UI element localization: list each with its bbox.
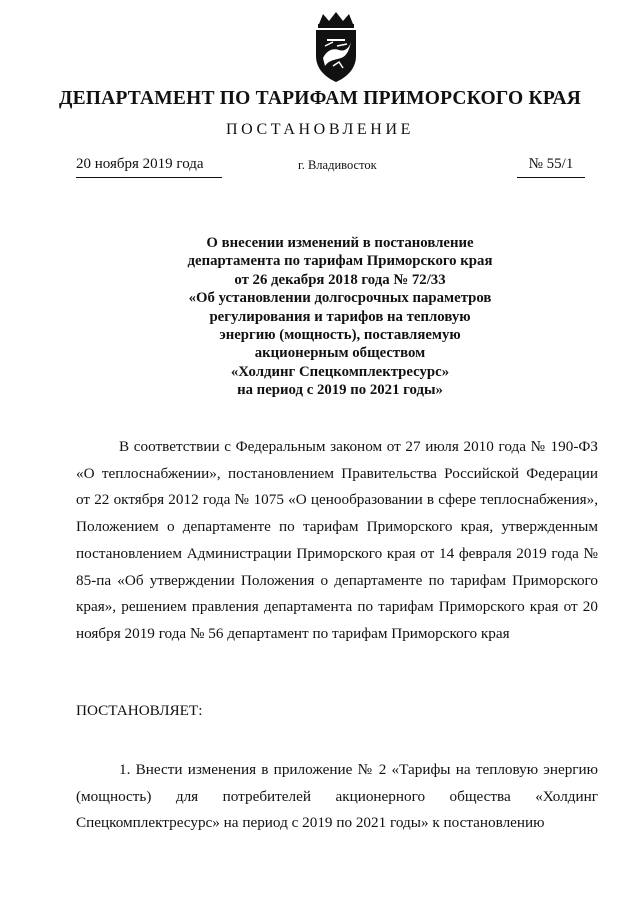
decree-date: 20 ноября 2019 года <box>76 156 222 178</box>
preamble-section <box>76 434 598 648</box>
item-section <box>76 757 598 837</box>
title-line: акционерным обществом <box>254 345 426 362</box>
decree-city: г. Владивосток <box>298 158 377 172</box>
title-line: «Холдинг Спецкомплектресурс» <box>230 363 450 380</box>
document-type: ПОСТАНОВЛЕНИЕ <box>226 121 414 138</box>
title-line: О внесении изменений в постановление <box>206 235 474 251</box>
department-name: ДЕПАРТАМЕНТ ПО ТАРИФАМ ПРИМОРСКОГО КРАЯ <box>58 88 582 109</box>
title-line: на период с 2019 по 2021 годы» <box>237 382 443 399</box>
preamble-paragraph: В соответствии с Федеральным законом от 27 июля 2010 года № 190-ФЗ «О теплоснабжении», постановлением Правительства Российской Федерации от 22 октября 2012 года № 1075 «О ценообразовании в сфере теплоснабжения», Положением о департаменте по тарифам Приморского края, утвержденным постановлением Администрации Приморского края от 14 февраля 2019 года № 85-па «Об утверждении Положения о департаменте по тарифам Приморского края», решением правления департамента по тарифам Приморского края от 20 ноября 2019 года № 56 департамент по тарифам Приморского края <box>76 438 598 642</box>
decree-number: № 55/1 <box>517 156 585 178</box>
resolves-heading: ПОСТАНОВЛЯЕТ: <box>76 702 203 719</box>
title-line: энергию (мощность), поставляемую <box>219 327 461 344</box>
title-line: регулирования и тарифов на тепловую <box>209 308 471 325</box>
title-line: «Об установлении долгосрочных параметров <box>188 290 492 307</box>
title-line: департамента по тарифам Приморского края <box>187 253 493 270</box>
coat-of-arms-icon <box>303 10 369 84</box>
title-line: от 26 декабря 2018 года № 72/33 <box>234 271 446 288</box>
item-1-paragraph: 1. Внести изменения в приложение № 2 «Тарифы на тепловую энергию (мощность) для потребителей акционерного общества «Холдинг Спецкомплектресурс» на период с 2019 по 2021 годы» к постановлению <box>76 761 598 832</box>
decree-title <box>150 234 530 400</box>
